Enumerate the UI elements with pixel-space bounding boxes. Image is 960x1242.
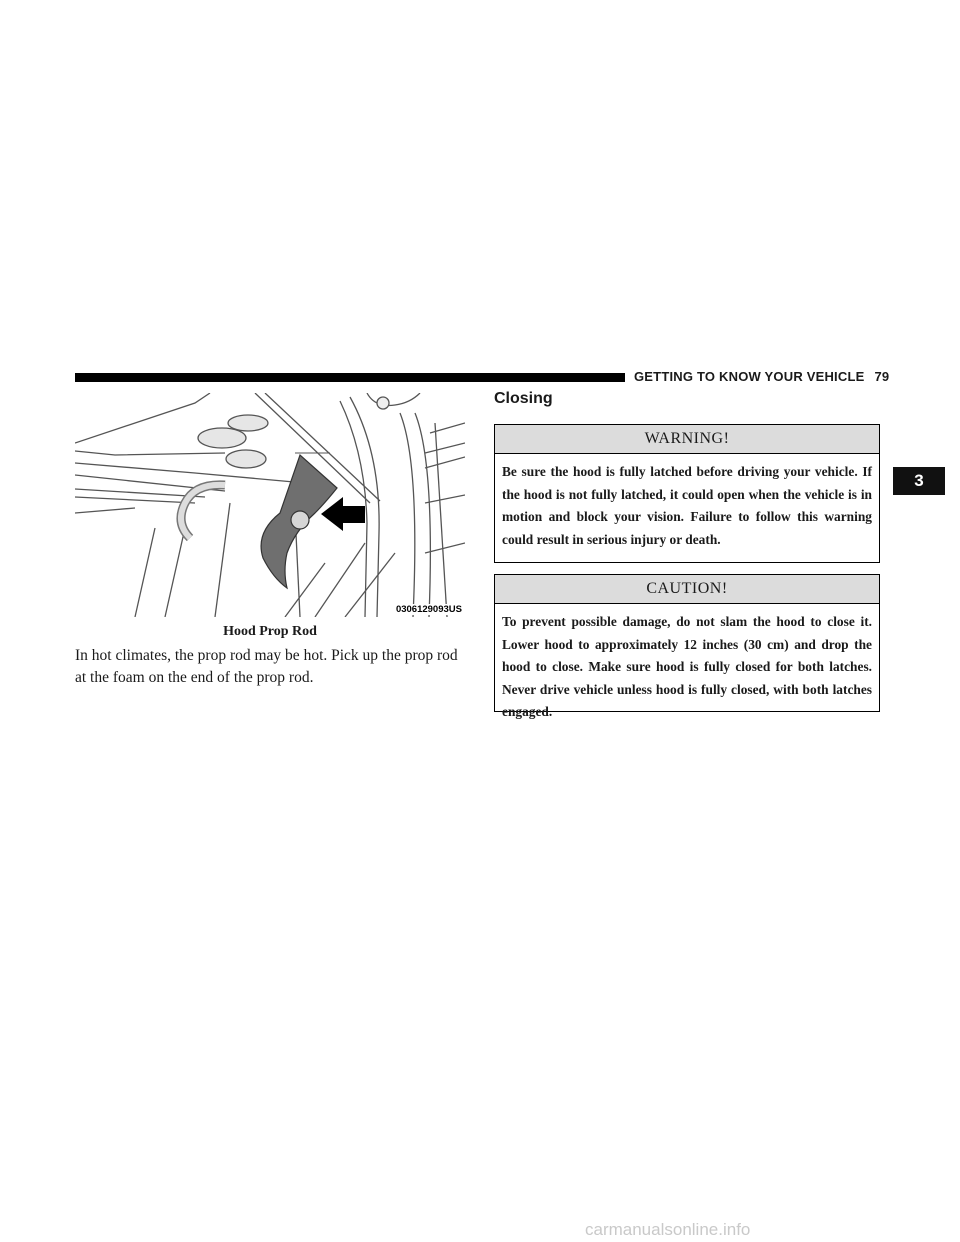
body-paragraph: In hot climates, the prop rod may be hot. Pick up the prop rod at the foam on the end of the prop rod. bbox=[75, 647, 458, 686]
header-rule bbox=[75, 373, 625, 382]
illustration-drawing bbox=[75, 393, 465, 617]
figure-caption: Hood Prop Rod bbox=[223, 624, 317, 639]
site-watermark: carmanualsonline.info bbox=[585, 1220, 751, 1239]
hood-prop-rod-illustration bbox=[75, 393, 465, 617]
caution-title: CAUTION! bbox=[495, 575, 879, 604]
page-number: 79 bbox=[874, 369, 890, 384]
warning-text: Be sure the hood is fully latched before driving your vehicle. If the hood is not fully latched, it could open when the vehicle is in motion and block your vision. Failure to follow this warning could result in serious injury or death. bbox=[502, 464, 872, 547]
section-heading: Closing bbox=[494, 390, 553, 407]
chapter-tab: 3 bbox=[893, 467, 945, 495]
warning-title: WARNING! bbox=[495, 425, 879, 454]
caution-box bbox=[494, 574, 880, 719]
warning-box bbox=[494, 424, 880, 563]
section-title: GETTING TO KNOW YOUR VEHICLE bbox=[634, 369, 865, 384]
page-header bbox=[634, 369, 890, 384]
caution-text: To prevent possible damage, do not slam the hood to close it. Lower hood to approximately 12 inches (30 cm) and drop the hood to close. Make sure hood is fully closed for both latches. Never drive vehicle unless hood is fully closed, with both latches engaged. bbox=[502, 614, 872, 719]
figure-code: 0306129093US bbox=[395, 604, 462, 615]
